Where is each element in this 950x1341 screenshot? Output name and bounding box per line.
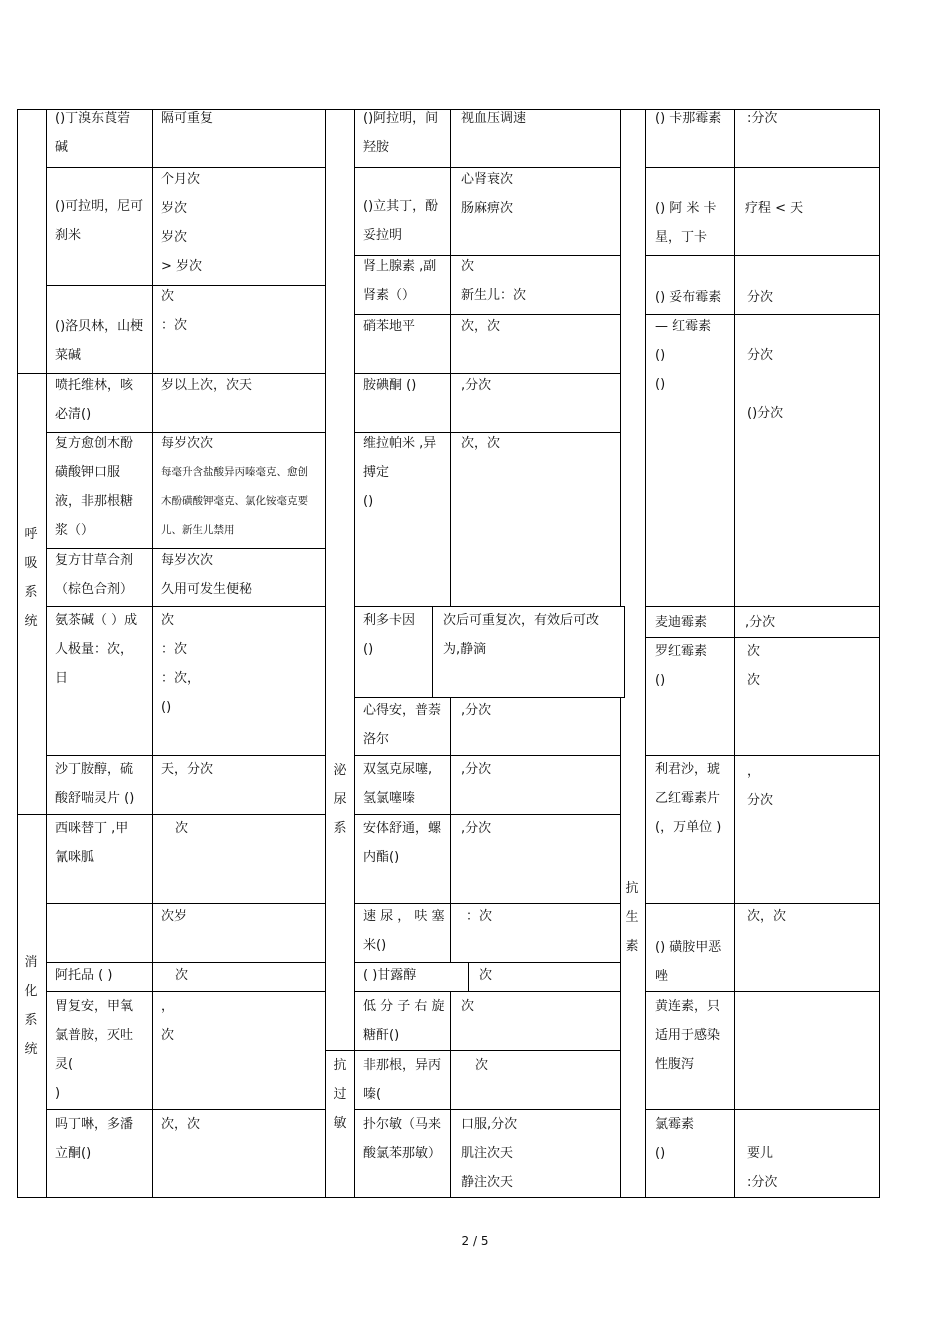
drug-name: 维拉帕米 ,异 搏定 () — [363, 436, 437, 509]
drug-dose: 次，次 — [461, 436, 501, 451]
drug-name: 喷托维林，咳 必清() — [55, 378, 134, 422]
drug-name: ()立其丁，酚 妥拉明 — [363, 199, 439, 243]
drug-name: 硝苯地平 — [363, 319, 416, 334]
drug-dose: 次 — [475, 1058, 489, 1073]
drug-name: 利多卡因 () — [363, 613, 416, 657]
drug-dose: 次 — [461, 999, 475, 1014]
drug-name: ()阿拉明，间 羟胺 — [363, 111, 439, 155]
drug-dose: ,分次 — [461, 762, 492, 777]
category-urinary: 泌 尿 系 — [333, 763, 347, 836]
drug-name: ()洛贝林，山梗 菜碱 — [55, 319, 144, 363]
drug-dose: 要儿 :分次 — [747, 1146, 778, 1190]
drug-dose: 每岁次次 久用可发生便秘 — [161, 553, 253, 597]
drug-dose: ,分次 — [461, 378, 492, 393]
drug-name: () 妥布霉素 — [655, 290, 722, 305]
drug-dose: 次 — [175, 968, 189, 983]
drug-dose: 疗程 < 天 — [745, 201, 804, 216]
drug-dose: 岁以上次，次天 — [161, 378, 253, 393]
drug-dose: 次 次 — [747, 644, 761, 688]
drug-name: 西咪替丁 ,甲 氰咪胍 — [55, 821, 129, 865]
drug-dose: 心肾衰次 肠麻痹次 — [461, 172, 514, 216]
drug-dose: ， 次 — [161, 999, 175, 1043]
drug-name: 非那根，异丙 嗪( — [363, 1058, 442, 1102]
drug-dose: 次岁 — [161, 909, 188, 924]
drug-name: ( )甘露醇 — [363, 968, 417, 983]
drug-name: 黄连素，只 适用于感染 性腹泻 — [655, 999, 721, 1072]
category-antiallergy: 抗 过 敏 — [333, 1058, 347, 1131]
drug-name: 阿托品 ( ) — [55, 968, 113, 983]
drug-name: 速 尿 ， 呋 塞 米() — [363, 909, 445, 953]
drug-name: 低 分 子 右 旋 糖酐() — [363, 999, 445, 1043]
drug-dose: 隔可重复 — [161, 111, 214, 126]
drug-note: 每毫升含盐酸异丙嗪毫克、愈创 木酚磺酸钾毫克、氯化铵毫克要 儿、新生儿禁用 — [161, 466, 308, 536]
drug-dose: ,分次 — [745, 615, 776, 630]
drug-dose: ：次 — [466, 909, 493, 924]
drug-name: 复方甘草合剂 （棕色合剂） — [55, 553, 134, 597]
drug-dose: 分次 — [747, 290, 774, 305]
drug-dose: 次 新生儿：次 — [461, 259, 527, 303]
drug-name: 胃复安，甲氧 氯普胺，灭吐 灵( ) — [55, 999, 134, 1101]
drug-dose: 次后可重复次，有效后可改 为,静滴 — [443, 613, 600, 657]
drug-name: 利君沙，琥 乙红霉素片 (，万单位 ) — [655, 762, 722, 835]
drug-dose: 次 ：次 ：次， () — [161, 613, 201, 715]
category-antibiotic: 抗 生 素 — [625, 881, 639, 954]
drug-name: 沙丁胺醇，硫 酸舒喘灵片 () — [55, 762, 135, 806]
drug-dose: 口服,分次 肌注次天 静注次天 — [461, 1117, 518, 1190]
drug-dose: ,分次 — [461, 821, 492, 836]
drug-name: 安体舒通，螺 内酯() — [363, 821, 442, 865]
drug-dose: 次，次 — [747, 909, 787, 924]
page-number: 2 / 5 — [461, 1234, 489, 1248]
drug-dose: 天，分次 — [161, 762, 214, 777]
drug-dose: 次，次 — [161, 1117, 201, 1132]
drug-dose: 个月次 岁次 岁次 > 岁次 — [161, 172, 203, 274]
drug-name: — 红霉素 () () — [655, 319, 712, 392]
drug-dose: 次 ：次 — [161, 289, 188, 333]
drug-name: 心得安，普萘 洛尔 — [363, 703, 442, 747]
drug-name: () 磺胺甲恶 唑 — [655, 940, 722, 984]
drug-name: 氯霉素 () — [655, 1117, 695, 1161]
drug-dose: 次 — [175, 821, 189, 836]
drug-name: 肾上腺素 ,副 肾素（） — [363, 259, 437, 303]
drug-name: ()丁溴东莨菪 碱 — [55, 111, 131, 155]
drug-dose: ,分次 — [461, 703, 492, 718]
drug-name: 罗红霉素 () — [655, 644, 708, 688]
drug-name: 复方愈创木酚 磺酸钾口服 液，非那根糖 浆（） — [55, 436, 134, 538]
category-respiratory: 呼 吸 系 统 — [24, 527, 38, 629]
drug-dose: 视血压调速 — [461, 111, 527, 126]
drug-dose: 次 — [479, 968, 493, 983]
drug-name: 双氢克尿噻, 氢氯噻嗪 — [363, 762, 433, 806]
category-digestive: 消 化 系 统 — [24, 955, 38, 1057]
drug-name: () 阿 米 卡 星，丁卡 — [655, 201, 717, 245]
drug-dose: 次，次 — [461, 319, 501, 334]
drug-name: 胺碘酮 () — [363, 378, 417, 393]
drug-dose: ， 分次 — [747, 764, 774, 808]
drug-dose: :分次 — [747, 111, 778, 126]
drug-name: ()可拉明，尼可 刹米 — [55, 199, 144, 243]
drug-name: 麦迪霉素 — [655, 615, 708, 630]
drug-name: () 卡那霉素 — [655, 111, 722, 126]
drug-name: 氨茶碱（ ）成 人极量：次， 日 — [55, 613, 138, 686]
drug-name: 吗丁啉，多潘 立酮() — [55, 1117, 134, 1161]
drug-name: 扑尔敏（马来 酸氯苯那敏） — [363, 1117, 442, 1161]
drug-dose: 分次 ()分次 — [747, 348, 784, 421]
drug-dose: 每岁次次 — [161, 436, 214, 451]
